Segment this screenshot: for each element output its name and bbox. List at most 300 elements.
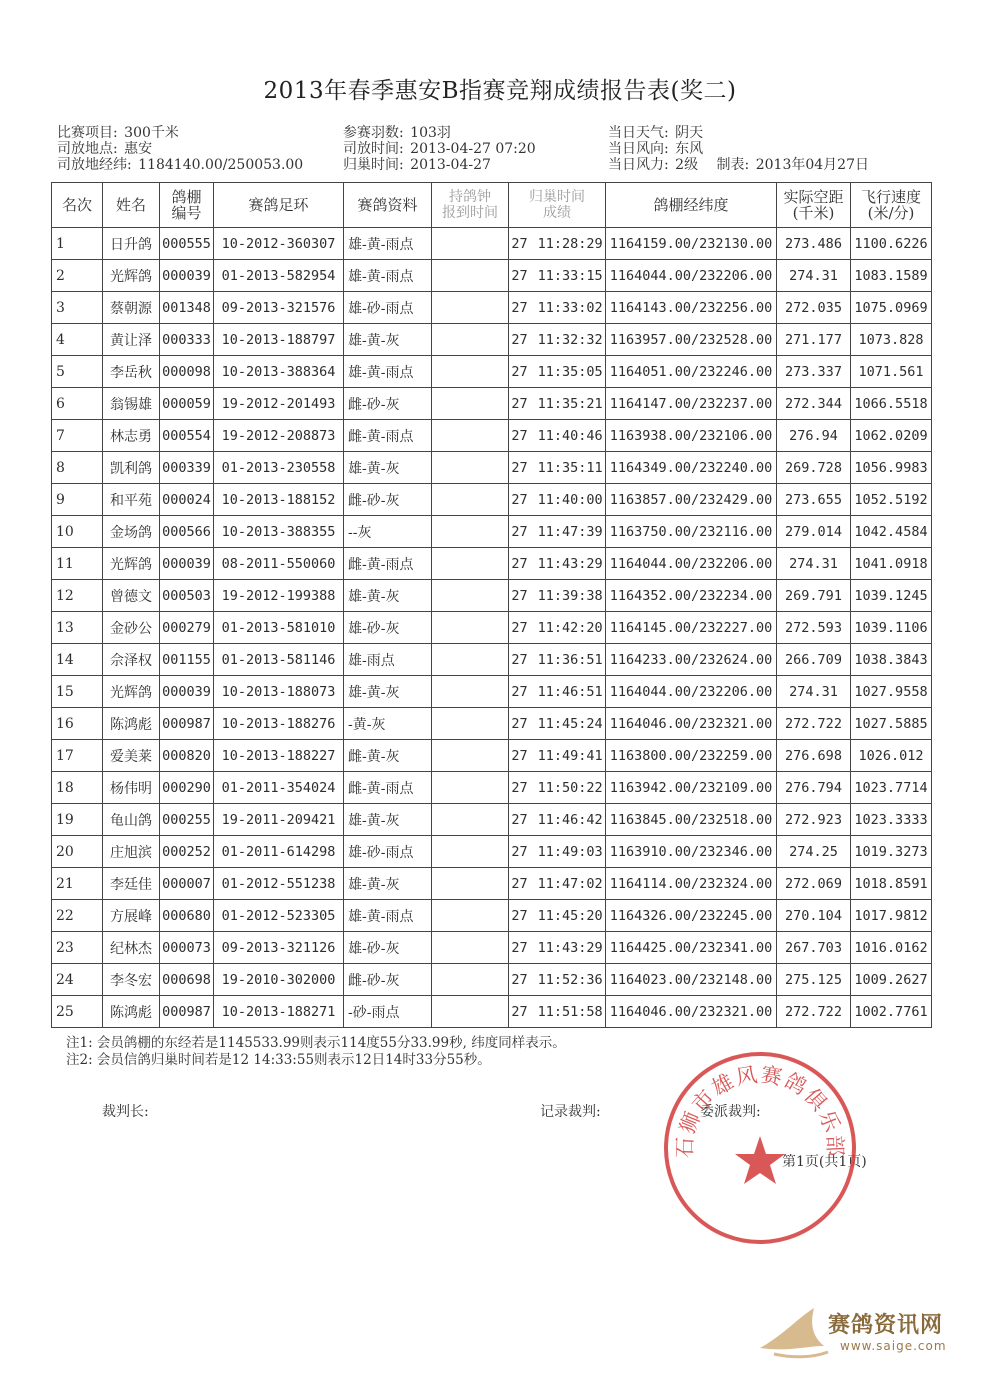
row-return-time (509, 228, 606, 260)
row-return-day: 27 (511, 619, 528, 636)
row-loft-no: 000039 (160, 260, 214, 292)
row-pigeon-info: 雄-黄-灰 (344, 868, 432, 900)
row-distance: 267.703 (777, 932, 851, 964)
row-speed: 1066.5518 (851, 388, 932, 420)
row-coords: 1164044.00/232206.00 (606, 260, 777, 292)
row-distance: 276.794 (777, 772, 851, 804)
wind-direction-value: 东风 (675, 141, 704, 157)
row-coords: 1163845.00/232518.00 (606, 804, 777, 836)
row-loft-no: 000503 (160, 580, 214, 612)
header-loft-no: 鸽棚 编号 (160, 183, 214, 228)
row-pigeon-info: 雌-黄-雨点 (344, 772, 432, 804)
row-name: 光辉鸽 (103, 260, 160, 292)
row-clock-time (432, 964, 509, 996)
header-clock-time: 持鸽钟 报到时间 (432, 183, 509, 228)
row-distance: 274.31 (777, 260, 851, 292)
row-clock-time (432, 388, 509, 420)
row-pigeon-info: 雌-黄-雨点 (344, 420, 432, 452)
row-return-clock: 11:28:29 (537, 235, 603, 252)
row-return-time (509, 900, 606, 932)
row-ring: 08-2011-550060 (214, 548, 344, 580)
row-loft-no: 000252 (160, 836, 214, 868)
row-loft-no: 000555 (160, 228, 214, 260)
row-clock-time (432, 996, 509, 1028)
row-clock-time (432, 356, 509, 388)
row-clock-time (432, 740, 509, 772)
row-clock-time (432, 324, 509, 356)
row-return-day: 27 (511, 811, 528, 828)
row-return-clock: 11:52:36 (537, 971, 603, 988)
row-clock-time (432, 900, 509, 932)
row-ring: 10-2013-388364 (214, 356, 344, 388)
row-return-clock: 11:49:41 (537, 747, 603, 764)
row-distance: 274.31 (777, 548, 851, 580)
row-rank: 21 (52, 868, 103, 900)
header-name: 姓名 (103, 183, 160, 228)
logo-swoosh-icon (774, 1352, 828, 1357)
row-ring: 10-2013-188227 (214, 740, 344, 772)
return-time (343, 158, 491, 173)
row-speed: 1071.561 (851, 356, 932, 388)
row-return-day: 27 (511, 331, 528, 348)
table-row (52, 868, 932, 900)
row-clock-time (432, 772, 509, 804)
row-return-clock: 11:46:51 (537, 683, 603, 700)
row-return-clock: 11:33:02 (537, 299, 603, 316)
row-return-day: 27 (511, 939, 528, 956)
row-return-clock: 11:50:22 (537, 779, 603, 796)
row-pigeon-info: 雄-黄-雨点 (344, 260, 432, 292)
row-rank: 9 (52, 484, 103, 516)
row-loft-no: 000554 (160, 420, 214, 452)
row-coords: 1164233.00/232624.00 (606, 644, 777, 676)
row-coords: 1164044.00/232206.00 (606, 548, 777, 580)
row-coords: 1164046.00/232321.00 (606, 708, 777, 740)
row-ring: 19-2012-199388 (214, 580, 344, 612)
wind-direction (608, 142, 703, 157)
row-return-day: 27 (511, 779, 528, 796)
row-pigeon-info: 雄-黄-雨点 (344, 356, 432, 388)
row-name: 日升鸽 (103, 228, 160, 260)
row-return-day: 27 (511, 235, 528, 252)
row-return-day: 27 (511, 747, 528, 764)
row-ring: 10-2013-188276 (214, 708, 344, 740)
table-row (52, 932, 932, 964)
row-return-clock: 11:49:03 (537, 843, 603, 860)
row-speed: 1017.9812 (851, 900, 932, 932)
row-speed: 1016.0162 (851, 932, 932, 964)
row-distance: 274.25 (777, 836, 851, 868)
row-return-day: 27 (511, 491, 528, 508)
row-speed: 1018.8591 (851, 868, 932, 900)
row-return-time (509, 932, 606, 964)
row-rank: 4 (52, 324, 103, 356)
table-row (52, 228, 932, 260)
table-header-row (52, 183, 932, 228)
header-distance: 实际空距 (千米) (777, 183, 851, 228)
row-distance: 272.923 (777, 804, 851, 836)
table-row (52, 484, 932, 516)
row-clock-time (432, 420, 509, 452)
row-return-time (509, 964, 606, 996)
row-name: 光辉鸽 (103, 548, 160, 580)
row-distance: 276.698 (777, 740, 851, 772)
row-speed: 1039.1245 (851, 580, 932, 612)
row-pigeon-info: 雄-黄-灰 (344, 452, 432, 484)
row-name: 陈鸿彪 (103, 996, 160, 1028)
row-distance: 275.125 (777, 964, 851, 996)
row-loft-no: 000987 (160, 708, 214, 740)
race-item-value: 300千米 (124, 125, 179, 141)
table-row (52, 996, 932, 1028)
release-coords (57, 158, 303, 173)
row-distance: 269.791 (777, 580, 851, 612)
row-speed: 1023.7714 (851, 772, 932, 804)
row-clock-time (432, 612, 509, 644)
row-pigeon-info: 雌-黄-雨点 (344, 548, 432, 580)
row-rank: 23 (52, 932, 103, 964)
row-distance: 276.94 (777, 420, 851, 452)
row-rank: 19 (52, 804, 103, 836)
row-return-time (509, 676, 606, 708)
row-pigeon-info: -黄-灰 (344, 708, 432, 740)
row-speed: 1062.0209 (851, 420, 932, 452)
row-return-clock: 11:45:20 (537, 907, 603, 924)
row-coords: 1163942.00/232109.00 (606, 772, 777, 804)
row-coords: 1163938.00/232106.00 (606, 420, 777, 452)
row-loft-no: 000290 (160, 772, 214, 804)
row-speed: 1019.3273 (851, 836, 932, 868)
row-name: 方展峰 (103, 900, 160, 932)
row-name: 翁锡雄 (103, 388, 160, 420)
row-rank: 11 (52, 548, 103, 580)
row-return-day: 27 (511, 1003, 528, 1020)
row-coords: 1164044.00/232206.00 (606, 676, 777, 708)
row-coords: 1164143.00/232256.00 (606, 292, 777, 324)
row-name: 林志勇 (103, 420, 160, 452)
row-return-time (509, 868, 606, 900)
row-return-time (509, 516, 606, 548)
row-clock-time (432, 804, 509, 836)
row-rank: 17 (52, 740, 103, 772)
row-return-clock: 11:45:24 (537, 715, 603, 732)
release-time-value: 2013-04-27 07:20 (410, 141, 536, 157)
row-clock-time (432, 932, 509, 964)
row-name: 纪林杰 (103, 932, 160, 964)
row-coords: 1164425.00/232341.00 (606, 932, 777, 964)
row-coords: 1164023.00/232148.00 (606, 964, 777, 996)
seal-text: 石狮市雄风赛鸽俱乐部 (672, 1062, 848, 1159)
row-name: 金场鸽 (103, 516, 160, 548)
row-return-day: 27 (511, 971, 528, 988)
release-place-value: 惠安 (124, 141, 153, 157)
row-name: 杨伟明 (103, 772, 160, 804)
row-return-time (509, 612, 606, 644)
row-pigeon-info: 雄-黄-灰 (344, 580, 432, 612)
page-number: 第1页(共1页) (782, 1154, 867, 1170)
row-return-time (509, 708, 606, 740)
row-name: 佘泽权 (103, 644, 160, 676)
row-name: 凯利鸽 (103, 452, 160, 484)
row-speed: 1056.9983 (851, 452, 932, 484)
row-pigeon-info: 雄-砂-雨点 (344, 836, 432, 868)
row-return-day: 27 (511, 875, 528, 892)
row-rank: 10 (52, 516, 103, 548)
row-return-time (509, 836, 606, 868)
row-return-clock: 11:42:20 (537, 619, 603, 636)
row-rank: 8 (52, 452, 103, 484)
row-coords: 1164352.00/232234.00 (606, 580, 777, 612)
row-pigeon-info: -砂-雨点 (344, 996, 432, 1028)
row-ring: 01-2012-523305 (214, 900, 344, 932)
row-name: 曾德文 (103, 580, 160, 612)
row-coords: 1164159.00/232130.00 (606, 228, 777, 260)
row-loft-no: 000987 (160, 996, 214, 1028)
row-rank: 18 (52, 772, 103, 804)
row-pigeon-info: 雄-砂-灰 (344, 612, 432, 644)
wind-force-label: 当日风力: (608, 157, 669, 173)
row-return-clock: 11:46:42 (537, 811, 603, 828)
watermark-site-url: www.saige.com (840, 1339, 947, 1353)
row-speed: 1023.3333 (851, 804, 932, 836)
row-name: 龟山鸽 (103, 804, 160, 836)
row-coords: 1164147.00/232237.00 (606, 388, 777, 420)
row-return-time (509, 484, 606, 516)
row-ring: 10-2013-188271 (214, 996, 344, 1028)
row-speed: 1075.0969 (851, 292, 932, 324)
row-pigeon-info: 雌-砂-灰 (344, 388, 432, 420)
row-return-clock: 11:40:46 (537, 427, 603, 444)
table-row (52, 964, 932, 996)
row-pigeon-info: 雄-黄-灰 (344, 676, 432, 708)
row-clock-time (432, 836, 509, 868)
table-row (52, 804, 932, 836)
row-distance: 273.337 (777, 356, 851, 388)
row-ring: 01-2013-582954 (214, 260, 344, 292)
row-return-day: 27 (511, 555, 528, 572)
row-loft-no: 000073 (160, 932, 214, 964)
row-clock-time (432, 644, 509, 676)
row-return-time (509, 324, 606, 356)
row-clock-time (432, 292, 509, 324)
row-return-day: 27 (511, 907, 528, 924)
row-clock-time (432, 260, 509, 292)
row-clock-time (432, 580, 509, 612)
row-distance: 272.035 (777, 292, 851, 324)
row-ring: 01-2011-614298 (214, 836, 344, 868)
row-return-time (509, 740, 606, 772)
row-clock-time (432, 452, 509, 484)
row-loft-no: 000566 (160, 516, 214, 548)
wind-force (608, 158, 869, 173)
row-ring: 10-2012-360307 (214, 228, 344, 260)
table-row (52, 836, 932, 868)
row-loft-no: 000255 (160, 804, 214, 836)
row-rank: 2 (52, 260, 103, 292)
seal-star-icon (735, 1136, 785, 1184)
row-speed: 1042.4584 (851, 516, 932, 548)
row-return-clock: 11:43:29 (537, 939, 603, 956)
row-name: 爱美莱 (103, 740, 160, 772)
row-loft-no: 001348 (160, 292, 214, 324)
row-return-time (509, 356, 606, 388)
row-pigeon-info: 雄-黄-雨点 (344, 900, 432, 932)
row-return-day: 27 (511, 395, 528, 412)
row-loft-no: 000039 (160, 548, 214, 580)
row-ring: 09-2013-321126 (214, 932, 344, 964)
row-distance: 273.655 (777, 484, 851, 516)
row-name: 黄让泽 (103, 324, 160, 356)
release-place-label: 司放地点: (57, 141, 118, 157)
row-ring: 01-2013-581010 (214, 612, 344, 644)
release-coords-label: 司放地经纬: (57, 157, 132, 173)
row-distance: 273.486 (777, 228, 851, 260)
row-rank: 24 (52, 964, 103, 996)
row-distance: 279.014 (777, 516, 851, 548)
race-item-label: 比赛项目: (57, 125, 118, 141)
row-coords: 1163800.00/232259.00 (606, 740, 777, 772)
club-seal-stamp (660, 1048, 860, 1248)
row-name: 李廷佳 (103, 868, 160, 900)
wind-direction-label: 当日风向: (608, 141, 669, 157)
row-distance: 274.31 (777, 676, 851, 708)
return-time-label: 归巢时间: (343, 157, 404, 173)
row-loft-no: 000007 (160, 868, 214, 900)
row-ring: 01-2011-354024 (214, 772, 344, 804)
row-loft-no: 000698 (160, 964, 214, 996)
row-rank: 7 (52, 420, 103, 452)
row-rank: 15 (52, 676, 103, 708)
record-judge-label: 记录裁判: (540, 1104, 601, 1120)
row-ring: 19-2010-302000 (214, 964, 344, 996)
row-return-day: 27 (511, 363, 528, 380)
row-clock-time (432, 516, 509, 548)
row-clock-time (432, 708, 509, 740)
row-return-time (509, 804, 606, 836)
table-row (52, 420, 932, 452)
release-place (57, 142, 152, 157)
row-name: 陈鸿彪 (103, 708, 160, 740)
row-speed: 1100.6226 (851, 228, 932, 260)
note-2: 注2: 会员信鸽归巢时间若是12 14:33:55则表示12日14时33分55秒。 (66, 1052, 491, 1068)
row-rank: 5 (52, 356, 103, 388)
made-date-value: 2013年04月27日 (755, 157, 869, 173)
header-rank: 名次 (52, 183, 103, 228)
row-return-clock: 11:47:39 (537, 523, 603, 540)
release-coords-value: 1184140.00/250053.00 (138, 157, 304, 173)
row-return-clock: 11:51:58 (537, 1003, 603, 1020)
watermark-site-name: 赛鸽资讯网 (828, 1313, 944, 1338)
row-ring: 19-2012-208873 (214, 420, 344, 452)
table-row (52, 516, 932, 548)
pigeon-logo-icon (760, 1308, 824, 1349)
race-item (57, 126, 179, 141)
row-distance: 272.722 (777, 996, 851, 1028)
row-return-clock: 11:40:00 (537, 491, 603, 508)
row-return-clock: 11:43:29 (537, 555, 603, 572)
row-ring: 10-2013-388355 (214, 516, 344, 548)
row-rank: 20 (52, 836, 103, 868)
row-rank: 16 (52, 708, 103, 740)
row-pigeon-info: 雄-黄-灰 (344, 804, 432, 836)
row-distance: 272.069 (777, 868, 851, 900)
row-loft-no: 000680 (160, 900, 214, 932)
table-row (52, 388, 932, 420)
row-speed: 1039.1106 (851, 612, 932, 644)
row-loft-no: 000024 (160, 484, 214, 516)
row-pigeon-info: 雄-砂-雨点 (344, 292, 432, 324)
row-rank: 25 (52, 996, 103, 1028)
row-distance: 272.593 (777, 612, 851, 644)
row-loft-no: 000039 (160, 676, 214, 708)
table-row (52, 356, 932, 388)
row-speed: 1073.828 (851, 324, 932, 356)
row-pigeon-info: 雄-砂-灰 (344, 932, 432, 964)
row-clock-time (432, 228, 509, 260)
entries (343, 126, 451, 141)
report-title: 2013年春季惠安B指赛竞翔成绩报告表(奖二) (263, 78, 737, 104)
weather-value: 阴天 (675, 125, 704, 141)
row-loft-no: 000820 (160, 740, 214, 772)
row-return-time (509, 772, 606, 804)
table-row (52, 292, 932, 324)
row-clock-time (432, 484, 509, 516)
made-date-label: 制表: (716, 157, 750, 173)
row-return-day: 27 (511, 715, 528, 732)
chief-judge-label: 裁判长: (102, 1104, 149, 1120)
row-distance: 269.728 (777, 452, 851, 484)
row-coords: 1163957.00/232528.00 (606, 324, 777, 356)
row-ring: 10-2013-188073 (214, 676, 344, 708)
row-ring: 01-2013-230558 (214, 452, 344, 484)
row-speed: 1027.9558 (851, 676, 932, 708)
entries-label: 参赛羽数: (343, 125, 404, 141)
table-row (52, 452, 932, 484)
header-pigeon-info: 赛鸽资料 (344, 183, 432, 228)
release-time (343, 142, 536, 157)
row-name: 庄旭滨 (103, 836, 160, 868)
row-return-day: 27 (511, 523, 528, 540)
row-speed: 1002.7761 (851, 996, 932, 1028)
table-row (52, 260, 932, 292)
row-clock-time (432, 548, 509, 580)
weather-label: 当日天气: (608, 125, 669, 141)
row-return-clock: 11:39:38 (537, 587, 603, 604)
row-coords: 1163857.00/232429.00 (606, 484, 777, 516)
row-return-day: 27 (511, 427, 528, 444)
row-pigeon-info: 雌-砂-灰 (344, 484, 432, 516)
row-loft-no: 001155 (160, 644, 214, 676)
row-return-day: 27 (511, 843, 528, 860)
row-speed: 1083.1589 (851, 260, 932, 292)
row-pigeon-info: 雌-黄-灰 (344, 740, 432, 772)
row-return-clock: 11:33:15 (537, 267, 603, 284)
row-speed: 1052.5192 (851, 484, 932, 516)
row-coords: 1163910.00/232346.00 (606, 836, 777, 868)
row-return-time (509, 292, 606, 324)
row-pigeon-info: 雌-砂-灰 (344, 964, 432, 996)
row-name: 金砂公 (103, 612, 160, 644)
note-1: 注1: 会员鸽棚的东经若是1145533.99则表示114度55分33.99秒, 纬度同样表示。 (66, 1035, 566, 1051)
row-return-time (509, 452, 606, 484)
table-row (52, 580, 932, 612)
row-speed: 1027.5885 (851, 708, 932, 740)
table-row (52, 612, 932, 644)
row-return-time (509, 644, 606, 676)
row-coords: 1164145.00/232227.00 (606, 612, 777, 644)
row-rank: 22 (52, 900, 103, 932)
row-clock-time (432, 868, 509, 900)
